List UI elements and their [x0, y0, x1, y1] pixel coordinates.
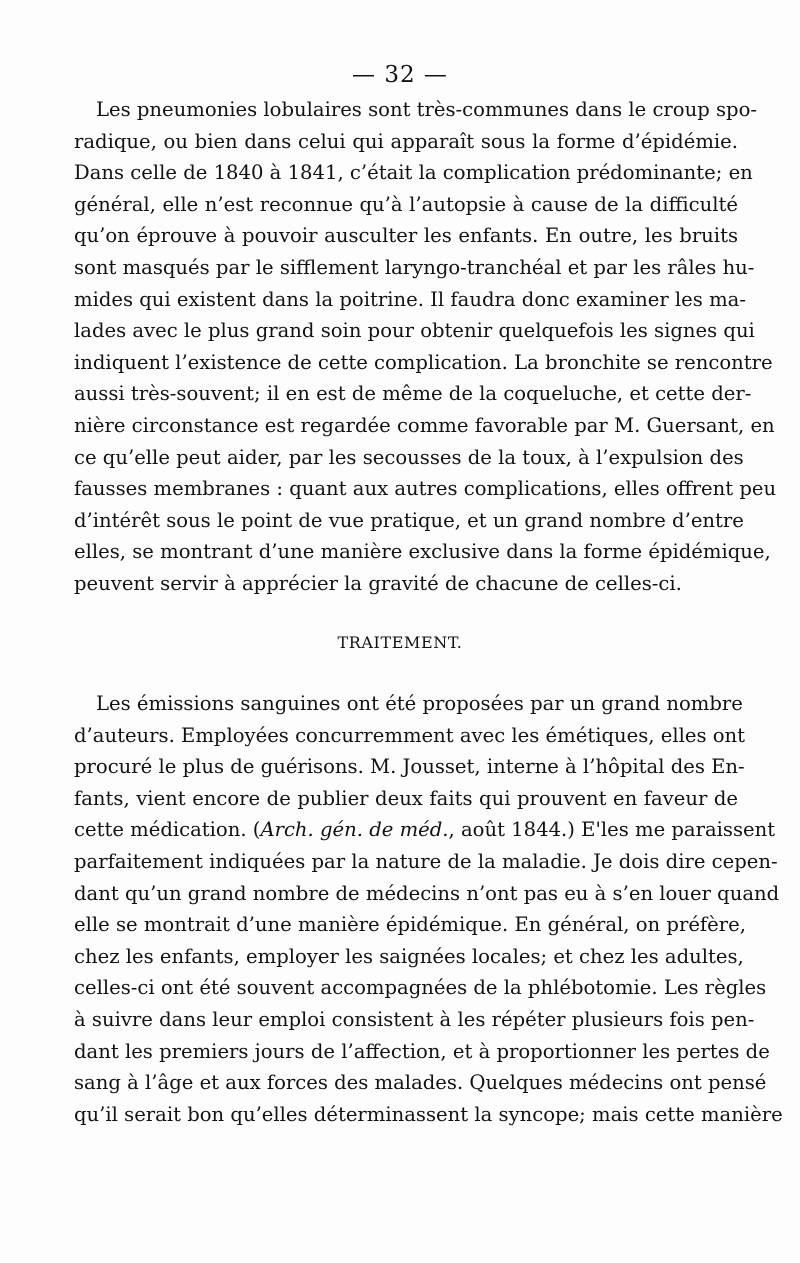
- text-line: chez les enfants, employer les saignées locales; et chez les adultes,: [74, 944, 744, 968]
- text-line: d’intérêt sous le point de vue pratique, et un grand nombre d’entre: [74, 508, 744, 532]
- text-line: général, elle n’est reconnue qu’à l’autopsie à cause de la difficulté: [74, 192, 738, 216]
- citation-text-before: cette médication. (: [74, 818, 261, 842]
- text-line: fants, vient encore de publier deux faits qui prouvent en faveur de: [74, 786, 738, 810]
- section-heading: TRAITEMENT.: [337, 633, 463, 652]
- text-line: aussi très-souvent; il en est de même de la coqueluche, et cette der-: [74, 382, 752, 406]
- text-line: dant les premiers jours de l’affection, et à proportionner les pertes de: [74, 1039, 770, 1063]
- text-line: Les pneumonies lobulaires sont très-communes dans le croup spo-: [96, 98, 757, 121]
- text-line: indiquent l’existence de cette complication. La bronchite se rencontre: [74, 350, 773, 374]
- text-line: d’auteurs. Employées concurremment avec les émétiques, elles ont: [74, 723, 746, 747]
- paragraph-complications: [74, 94, 777, 600]
- page-number: — 32 —: [352, 62, 448, 88]
- text-line: à suivre dans leur emploi consistent à les répéter plusieurs fois pen-: [74, 1007, 755, 1031]
- text-line: Dans celle de 1840 à 1841, c’était la complication prédominante; en: [74, 161, 753, 185]
- text-line: qu’on éprouve à pouvoir ausculter les enfants. En outre, les bruits: [74, 224, 738, 248]
- journal-citation: Arch. gén. de méd.: [260, 818, 449, 842]
- text-line: nière circonstance est regardée comme favorable par M. Guersant, en: [74, 413, 775, 437]
- text-line: peuvent servir à apprécier la gravité de chacune de celles-ci.: [74, 571, 682, 595]
- text-line: celles-ci ont été souvent accompagnées de la phlébotomie. Les règles: [74, 976, 767, 1000]
- text-line: Les émissions sanguines ont été proposées par un grand nombre: [96, 692, 743, 715]
- text-line: qu’il serait bon qu’elles déterminassent la syncope; mais cette manière: [74, 1102, 783, 1126]
- text-line: elles, se montrant d’une manière exclusive dans la forme épidémique,: [74, 540, 771, 564]
- text-line: lades avec le plus grand soin pour obtenir quelquefois les signes qui: [74, 319, 755, 343]
- text-line: sang à l’âge et aux forces des malades. Quelques médecins ont pensé: [74, 1071, 767, 1095]
- citation-text-after: , août 1844.) E'les me paraissent: [448, 818, 776, 842]
- text-line: dant qu’un grand nombre de médecins n’ont pas eu à s’en louer quand: [74, 881, 780, 905]
- text-line: elle se montrait d’une manière épidémique. En général, on préfère,: [74, 913, 746, 937]
- text-line: ce qu’elle peut aider, par les secousses de la toux, à l’expulsion des: [74, 445, 744, 469]
- text-line: fausses membranes : quant aux autres complications, elles offrent peu: [74, 477, 777, 501]
- text-line: procuré le plus de guérisons. M. Jousset, interne à l’hôpital des En-: [74, 755, 745, 779]
- paragraph-treatment: [74, 688, 783, 1130]
- text-line: radique, ou bien dans celui qui apparaît sous la forme d’épidémie.: [74, 129, 738, 153]
- text-line: parfaitement indiquées par la nature de la maladie. Je dois dire cepen-: [74, 849, 778, 873]
- text-line: sont masqués par le sifflement laryngo-tranchéal et par les râles hu-: [74, 255, 755, 279]
- text-line-citation: [74, 814, 776, 846]
- text-line: mides qui existent dans la poitrine. Il faudra donc examiner les ma-: [74, 287, 746, 311]
